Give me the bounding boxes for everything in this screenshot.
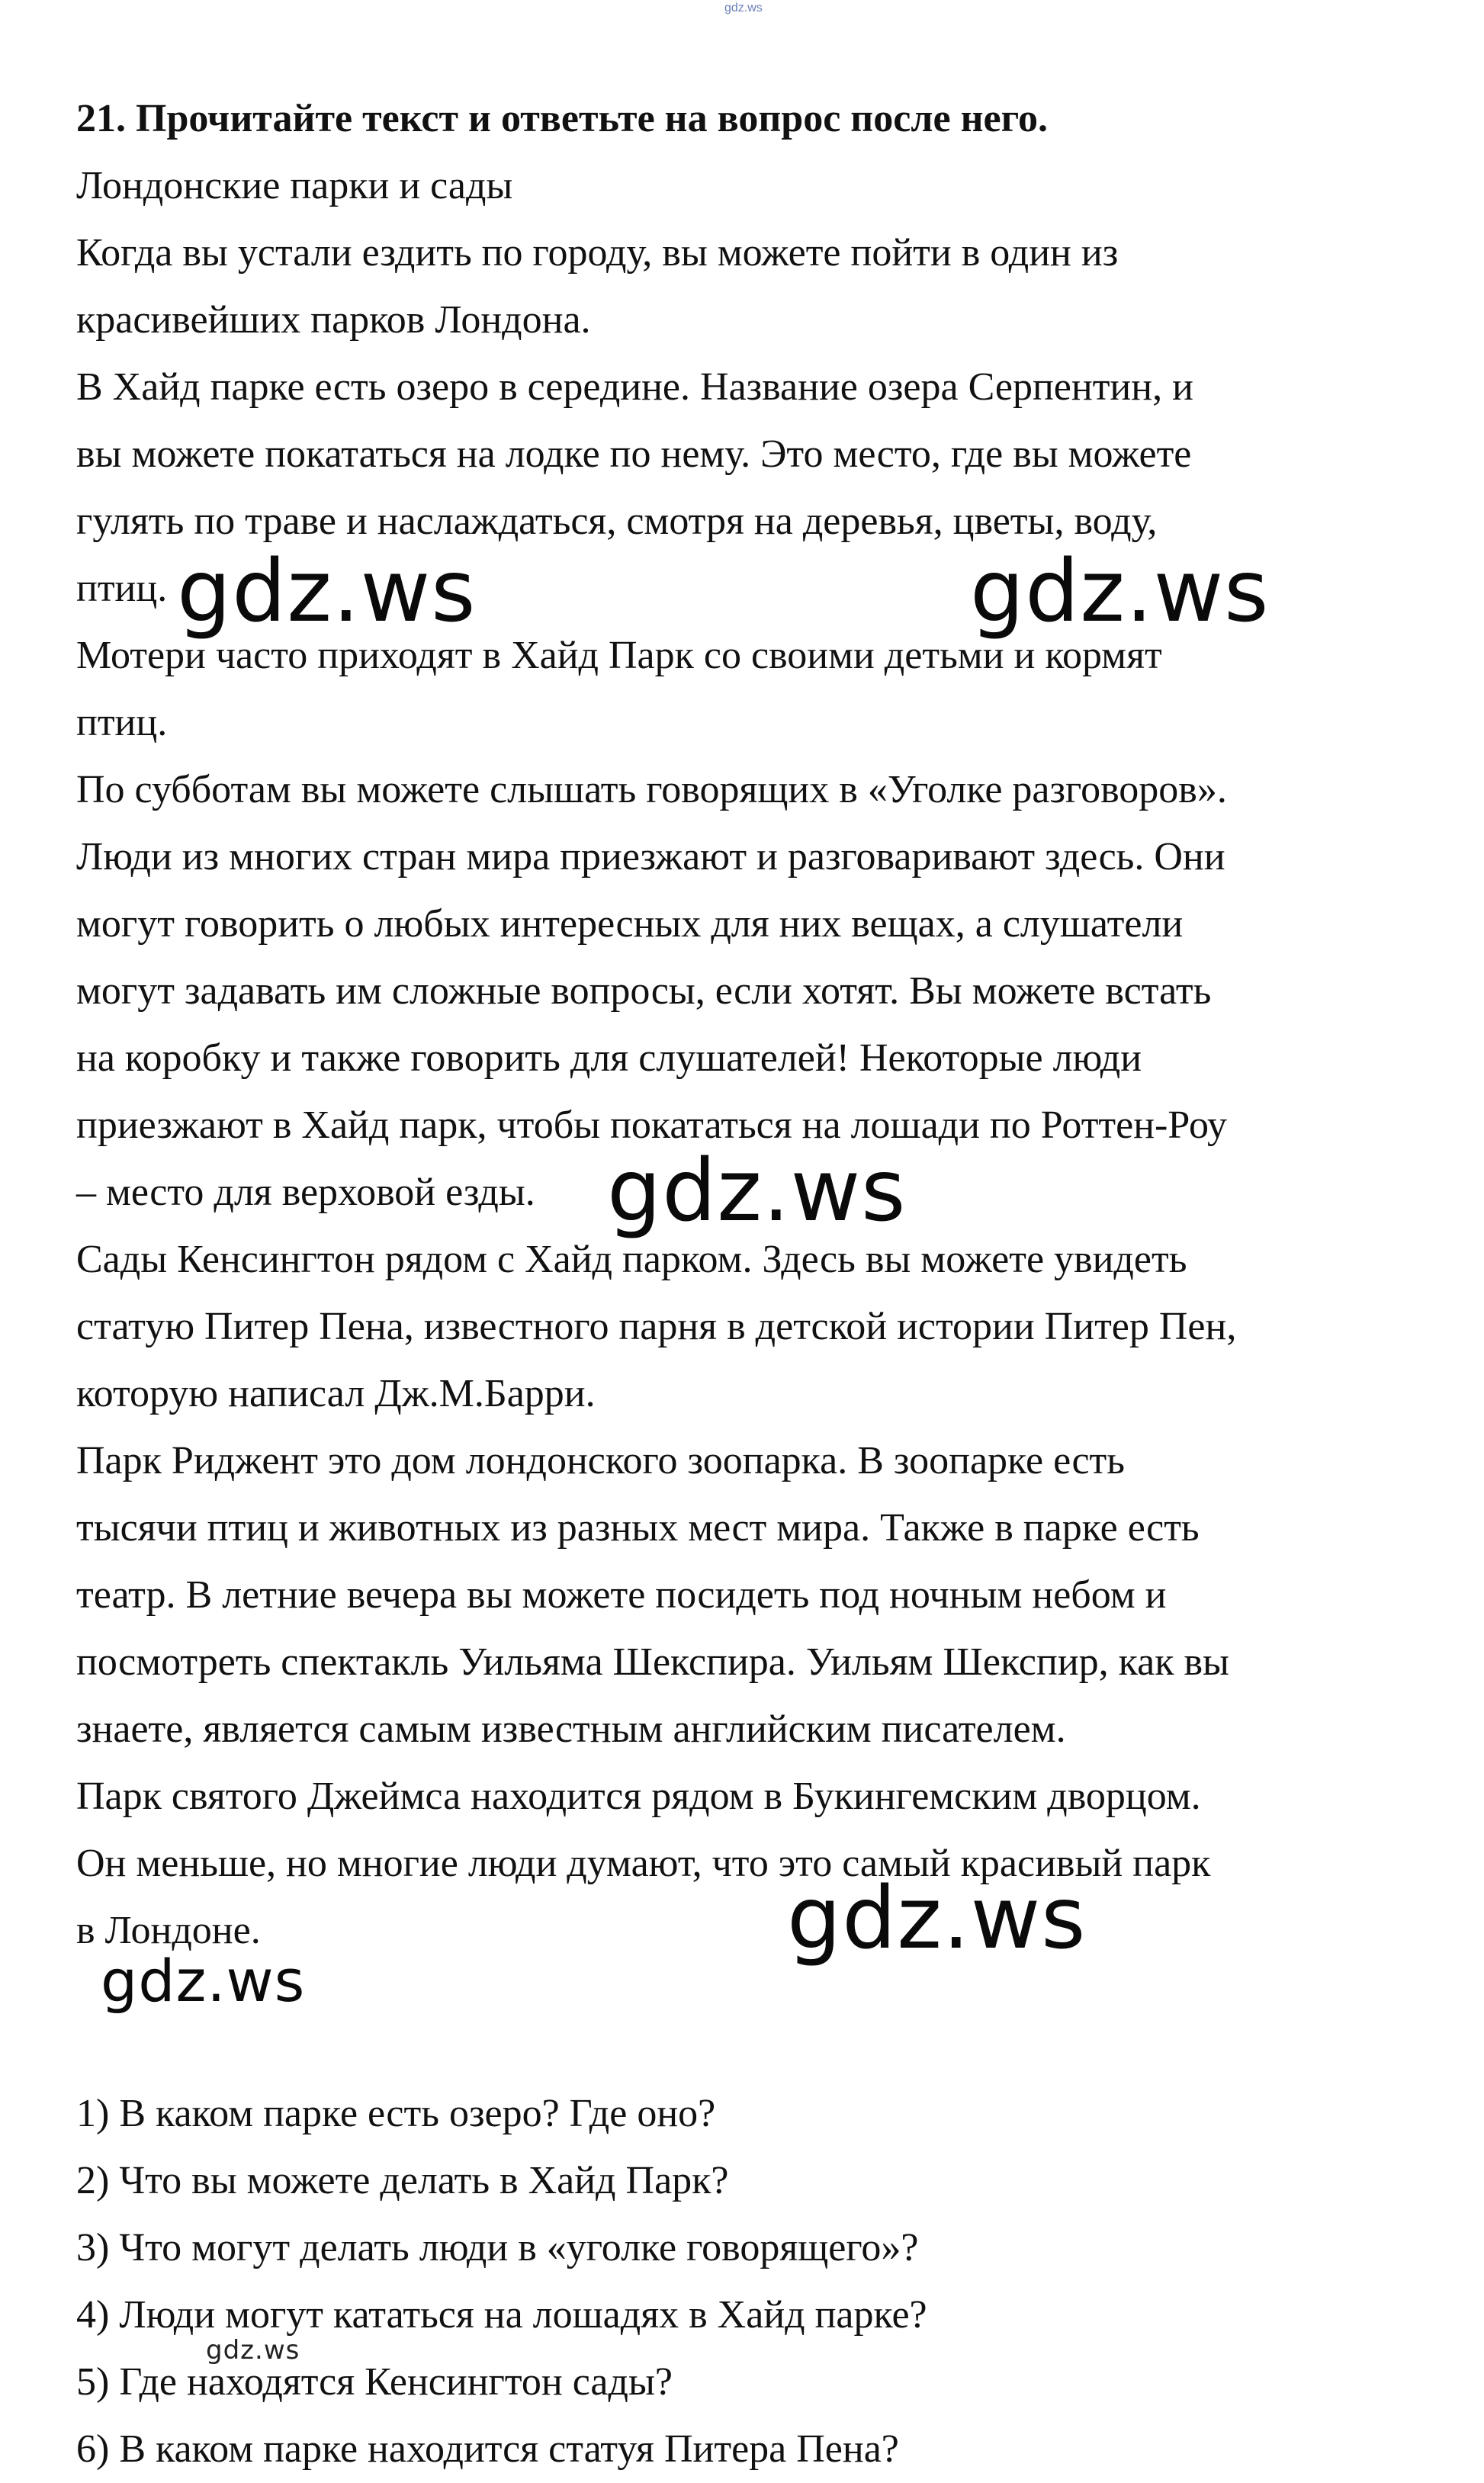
text-line: могут задавать им сложные вопросы, если хотят. Вы можете встать	[76, 969, 1212, 1013]
watermark: gdz.ws	[787, 1869, 1087, 1968]
text-line: могут говорить о любых интересных для них вещах, а слушатели	[76, 902, 1184, 946]
watermark: gdz.ws	[206, 2335, 300, 2366]
question-item: 3) Что могут делать люди в «уголке говорящего»?	[76, 2226, 919, 2269]
text-line: статую Питер Пена, известного парня в детской истории Питер Пен,	[76, 1305, 1237, 1348]
reading-text	[76, 153, 1434, 1968]
task-content	[76, 85, 1434, 2483]
text-line: тысячи птиц и животных из разных мест мира. Также в парке есть	[76, 1506, 1200, 1550]
question-item: 5) Где находятся Кенсингтон сады?	[76, 2360, 673, 2404]
question-item: 1) В каком парке есть озеро? Где оно?	[76, 2092, 716, 2135]
text-line: Парк Риджент это дом лондонского зоопарка. В зоопарке есть	[76, 1439, 1125, 1482]
text-line: Когда вы устали ездить по городу, вы можете пойти в один из	[76, 231, 1119, 275]
question-item: 4) Люди могут кататься на лошадях в Хайд парке?	[76, 2293, 927, 2337]
text-title: Лондонские парки и сады	[76, 164, 513, 207]
text-line: вы можете покататься на лодке по нему. Это место, где вы можете	[76, 432, 1192, 476]
text-line: Люди из многих стран мира приезжают и разговаривают здесь. Они	[76, 835, 1225, 879]
text-line: красивейших парков Лондона.	[76, 298, 591, 342]
text-line: птиц.	[76, 567, 168, 610]
top-watermark: gdz.ws	[724, 2, 763, 14]
text-line: Он меньше, но многие люди думают, что это самый красивый парк	[76, 1842, 1211, 1885]
question-item: 6) В каком парке находится статуя Питера Пена?	[76, 2427, 899, 2471]
text-line: в Лондоне.	[76, 1909, 261, 1952]
text-line: По субботам вы можете слышать говорящих в «Уголке разговоров».	[76, 768, 1227, 811]
text-line: приезжают в Хайд парк, чтобы покататься на лошади по Роттен-Роу	[76, 1103, 1228, 1147]
watermark: gdz.ws	[607, 1142, 907, 1241]
text-line: Сады Кенсингтон рядом с Хайд парком. Здесь вы можете увидеть	[76, 1238, 1187, 1281]
text-line: – место для верховой езды.	[76, 1171, 535, 1214]
text-line: театр. В летние вечера вы можете посидеть под ночным небом и	[76, 1573, 1167, 1617]
text-line: посмотреть спектакль Уильяма Шекспира. Уильям Шекспир, как вы	[76, 1640, 1229, 1684]
text-line: Парк святого Джеймса находится рядом в Букингемским дворцом.	[76, 1775, 1201, 1818]
question-item: 2) Что вы можете делать в Хайд Парк?	[76, 2159, 729, 2202]
task-heading: 21. Прочитайте текст и ответьте на вопрос после него.	[76, 97, 1048, 140]
text-line: птиц.	[76, 701, 168, 744]
text-line: гулять по траве и наслаждаться, смотря на деревья, цветы, воду,	[76, 499, 1158, 543]
text-line: Мотери часто приходят в Хайд Парк со своими детьми и кормят	[76, 634, 1162, 677]
text-line: которую написал Дж.М.Барри.	[76, 1372, 596, 1415]
questions-list	[76, 2080, 1434, 2483]
text-line: В Хайд парке есть озеро в середине. Название озера Серпентин, и	[76, 365, 1193, 409]
text-line: на коробку и также говорить для слушателей! Некоторые люди	[76, 1036, 1142, 1080]
text-line: знаете, является самым известным английским писателем.	[76, 1707, 1066, 1751]
watermark: gdz.ws	[101, 1947, 306, 2015]
watermark: gdz.ws	[970, 542, 1270, 641]
watermark: gdz.ws	[177, 542, 477, 641]
